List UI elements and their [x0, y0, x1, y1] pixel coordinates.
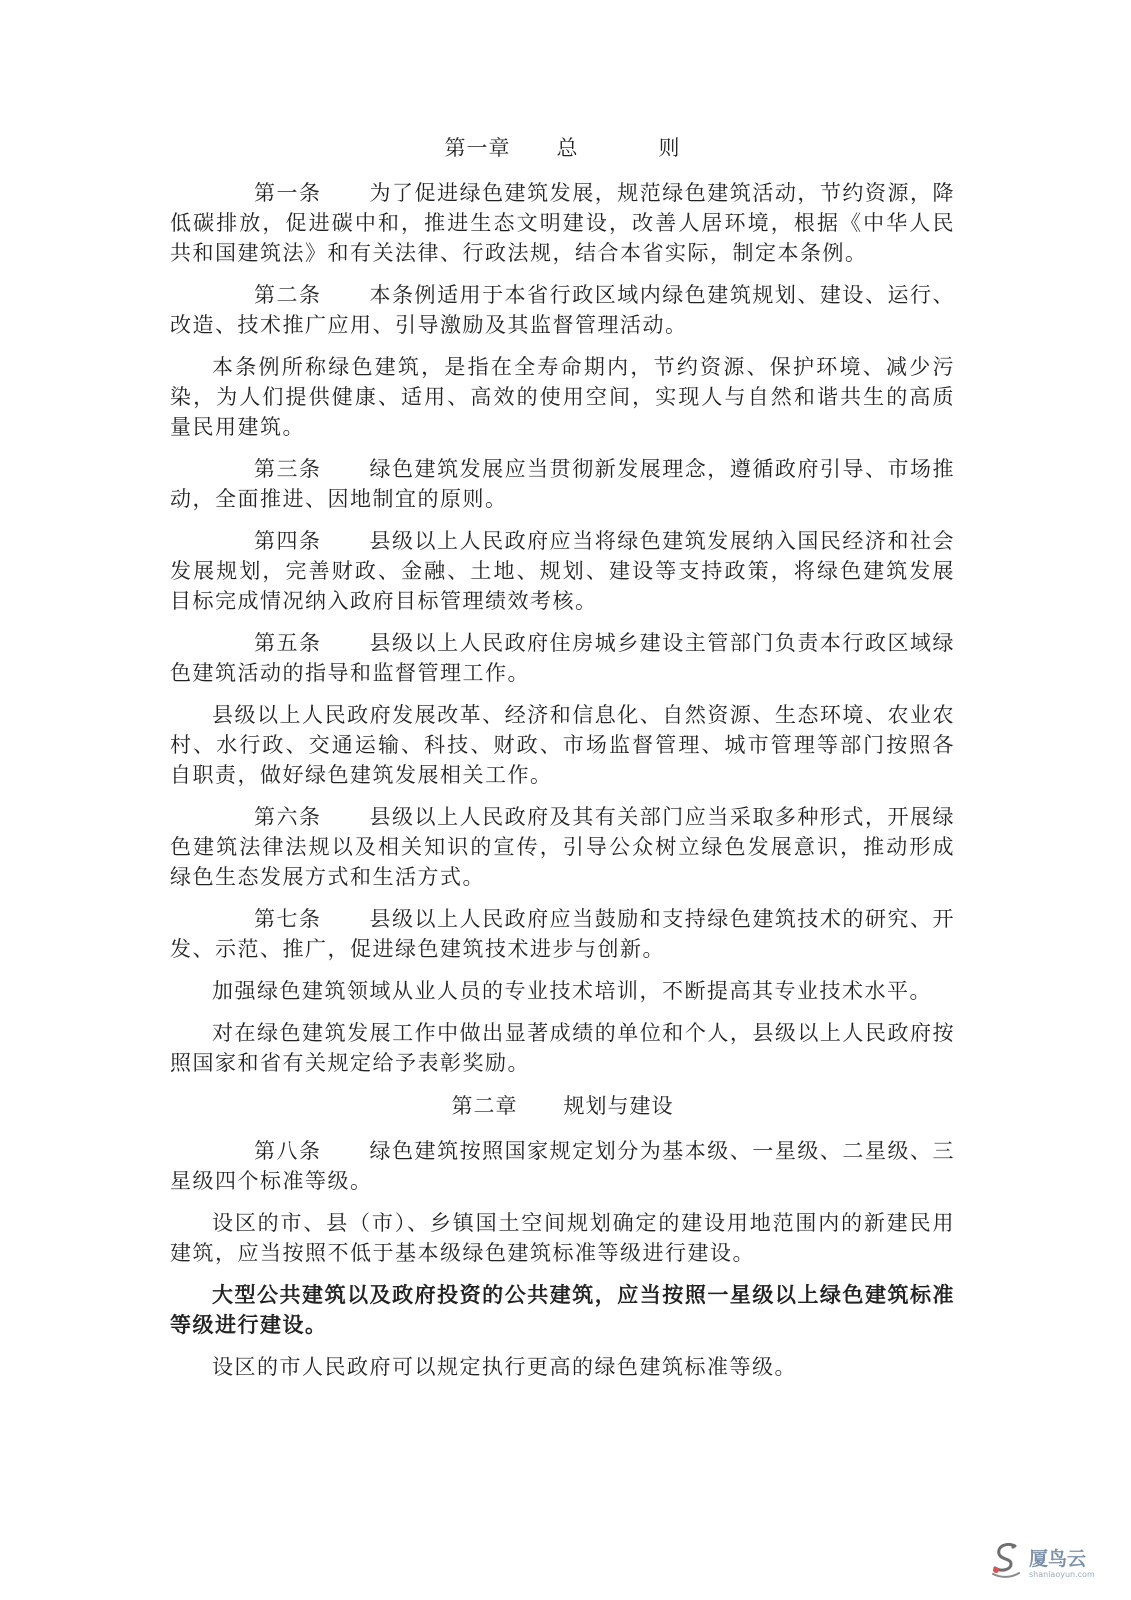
article-4 [170, 526, 955, 616]
chapter-number: 第一章 [444, 136, 511, 160]
article-7 [170, 904, 955, 964]
article-text: 县级以上人民政府应当将绿色建筑发展纳入国民经济和社会发展规划，完善财政、金融、土地、规划、建设等支持政策，将绿色建筑发展目标完成情况纳入政府目标管理绩效考核。 [170, 529, 955, 613]
bird-logo-icon [989, 1540, 1025, 1580]
document-page [170, 132, 955, 1394]
article-1 [170, 178, 955, 268]
article-text: 绿色建筑发展应当贯彻新发展理念，遵循政府引导、市场推动，全面推进、因地制宜的原则。 [170, 457, 955, 511]
article-label: 第三条 [254, 457, 322, 481]
article-3 [170, 454, 955, 514]
article-2-paragraph-2: 本条例所称绿色建筑，是指在全寿命期内，节约资源、保护环境、减少污染，为人们提供健康、适用、高效的使用空间，实现人与自然和谐共生的高质量民用建筑。 [170, 355, 955, 439]
chapter-heading-2 [170, 1090, 955, 1122]
watermark-brand: 厦鸟云 [1029, 1548, 1087, 1570]
article-8 [170, 1136, 955, 1196]
article-label: 第四条 [254, 529, 322, 553]
watermark-url: shaniaoyun.com [1029, 1570, 1095, 1579]
article-2 [170, 280, 955, 340]
article-text: 为了促进绿色建筑发展，规范绿色建筑活动，节约资源，降低碳排放，促进碳中和，推进生态文明建设，改善人居环境，根据《中华人民共和国建筑法》和有关法律、行政法规，结合本省实际，制定本条例。 [170, 181, 955, 265]
article-8-paragraph-3-bold: 大型公共建筑以及政府投资的公共建筑，应当按照一星级以上绿色建筑标准等级进行建设。 [170, 1282, 955, 1337]
chapter-number: 第二章 [451, 1094, 518, 1118]
article-text: 绿色建筑按照国家规定划分为基本级、一星级、二星级、三星级四个标准等级。 [170, 1139, 955, 1193]
article-6 [170, 802, 955, 892]
article-text: 县级以上人民政府及其有关部门应当采取多种形式，开展绿色建筑法律法规以及相关知识的宣传，引导公众树立绿色发展意识，推动形成绿色生态发展方式和生活方式。 [170, 805, 955, 889]
article-5-paragraph-2: 县级以上人民政府发展改革、经济和信息化、自然资源、生态环境、农业农村、水行政、交通运输、科技、财政、市场监督管理、城市管理等部门按照各自职责，做好绿色建筑发展相关工作。 [170, 703, 955, 787]
article-label: 第七条 [254, 907, 322, 931]
article-text: 县级以上人民政府住房城乡建设主管部门负责本行政区域绿色建筑活动的指导和监督管理工作。 [170, 631, 955, 685]
watermark [989, 1538, 1109, 1586]
article-label: 第一条 [254, 181, 322, 205]
chapter-title-char-2: 则 [658, 136, 681, 160]
article-label: 第五条 [254, 631, 322, 655]
article-7-paragraph-2: 加强绿色建筑领域从业人员的专业技术培训，不断提高其专业技术水平。 [212, 979, 932, 1003]
article-text: 县级以上人民政府应当鼓励和支持绿色建筑技术的研究、开发、示范、推广，促进绿色建筑技术进步与创新。 [170, 907, 955, 961]
chapter-title-char-1: 总 [556, 136, 579, 160]
chapter-heading-1 [170, 132, 955, 164]
article-5 [170, 628, 955, 688]
article-text: 本条例适用于本省行政区域内绿色建筑规划、建设、运行、改造、技术推广应用、引导激励及其监督管理活动。 [170, 283, 955, 337]
article-8-paragraph-4: 设区的市人民政府可以规定执行更高的绿色建筑标准等级。 [212, 1355, 797, 1379]
article-label: 第八条 [254, 1139, 322, 1163]
article-label: 第六条 [254, 805, 322, 829]
article-7-paragraph-3: 对在绿色建筑发展工作中做出显著成绩的单位和个人，县级以上人民政府按照国家和省有关规定给予表彰奖励。 [170, 1021, 955, 1075]
chapter-title: 规划与建设 [563, 1094, 674, 1118]
article-label: 第二条 [254, 283, 322, 307]
article-8-paragraph-2: 设区的市、县（市）、乡镇国土空间规划确定的建设用地范围内的新建民用建筑，应当按照不低于基本级绿色建筑标准等级进行建设。 [170, 1211, 955, 1265]
